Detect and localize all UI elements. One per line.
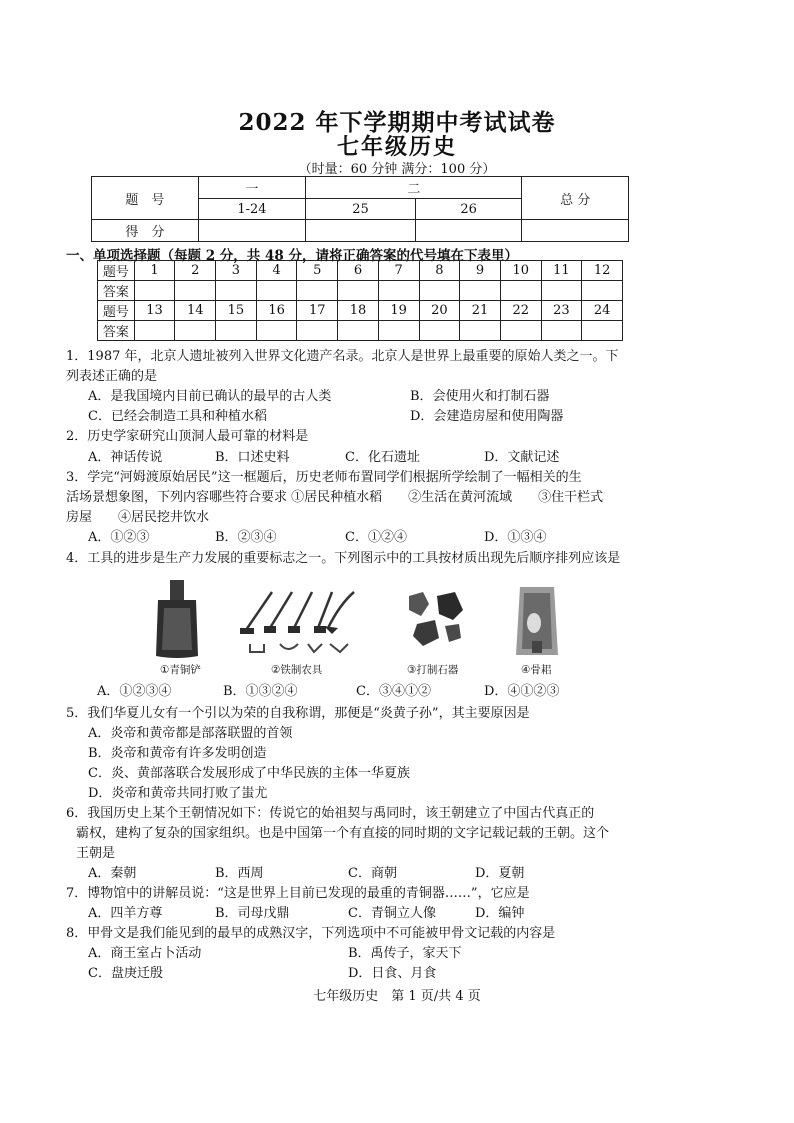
answer-table <box>97 260 623 341</box>
question-number: 4 <box>256 261 297 281</box>
answer-cell[interactable] <box>216 281 257 301</box>
q2-option-c[interactable]: C．化石遗址 <box>345 450 420 465</box>
page-footer: 七年级历史 第 1 页/共 4 页 <box>313 989 481 1004</box>
q4-option-a[interactable]: A．①②③④ <box>97 684 172 699</box>
question-number: 14 <box>175 301 216 321</box>
question-number: 12 <box>582 261 623 281</box>
score-cell[interactable] <box>198 220 306 242</box>
answer-cell[interactable] <box>541 321 582 341</box>
question-number: 11 <box>541 261 582 281</box>
q2-text: 2．历史学家研究山顶洞人最可靠的材料是 <box>66 429 309 444</box>
q7-text: 7．博物馆中的讲解员说：“这是世界上目前已发现的最重的青铜器……”，它应是 <box>66 886 530 901</box>
question-number: 13 <box>134 301 175 321</box>
q3-option-c[interactable]: C．①②④ <box>345 530 407 545</box>
answer-cell[interactable] <box>541 281 582 301</box>
question-number: 16 <box>256 301 297 321</box>
question-number: 9 <box>460 261 501 281</box>
q1-text-line1: 1．1987 年，北京人遗址被列入世界文化遗产名录。北京人是世界上最重要的原始人类之一。下 <box>66 349 619 364</box>
question-number: 5 <box>297 261 338 281</box>
question-number: 8 <box>419 261 460 281</box>
answer-cell[interactable] <box>256 321 297 341</box>
answer-cell[interactable] <box>134 281 175 301</box>
score-q-label: 题 号 <box>92 177 199 220</box>
q8-option-c[interactable]: C．盘庚迁殷 <box>88 966 163 981</box>
question-number: 24 <box>582 301 623 321</box>
q6-option-b[interactable]: B．西周 <box>215 866 264 881</box>
q2-option-b[interactable]: B．口述史料 <box>215 450 290 465</box>
q4-text: 4．工具的进步是生产力发展的重要标志之一。下列图示中的工具按材质出现先后顺序排列应该是 <box>66 551 621 566</box>
score-table <box>91 176 629 242</box>
answer-cell[interactable] <box>460 321 501 341</box>
question-number: 17 <box>297 301 338 321</box>
answer-cell[interactable] <box>500 321 541 341</box>
answer-cell[interactable] <box>460 281 501 301</box>
answer-cell[interactable] <box>175 321 216 341</box>
q4-caption-2: ②铁制农具 <box>271 664 323 676</box>
q5-text: 5．我们华夏儿女有一个引以为荣的自我称谓，那便是“炎黄子孙”，其主要原因是 <box>66 706 530 721</box>
answer-cell[interactable] <box>378 281 419 301</box>
question-number: 18 <box>338 301 379 321</box>
question-number: 15 <box>216 301 257 321</box>
q4-option-b[interactable]: B．①③②④ <box>223 684 298 699</box>
q4-option-d[interactable]: D．④①②③ <box>484 684 560 699</box>
score-q26: 26 <box>415 199 522 220</box>
q6-option-c[interactable]: C．商朝 <box>348 866 397 881</box>
question-number: 23 <box>541 301 582 321</box>
answer-cell[interactable] <box>582 321 623 341</box>
iron-tools-image <box>236 588 358 660</box>
question-number: 3 <box>216 261 257 281</box>
q1-option-c[interactable]: C．已经会制造工具和种植水稻 <box>88 409 267 424</box>
q3-text-line1: 3．学完“河姆渡原始居民”这一框题后，历史老师布置同学们根据所学绘制了一幅相关的生 <box>66 470 582 485</box>
score-cell[interactable] <box>415 220 522 242</box>
answer-cell[interactable] <box>297 321 338 341</box>
answer-cell[interactable] <box>297 281 338 301</box>
answer-row-label: 题号 <box>98 261 135 281</box>
answer-cell[interactable] <box>338 321 379 341</box>
q7-option-c[interactable]: C．青铜立人像 <box>348 906 436 921</box>
q2-option-a[interactable]: A．神话传说 <box>88 450 163 465</box>
q4-caption-4: ④骨耜 <box>521 664 552 676</box>
q8-text: 8．甲骨文是我们能见到的最早的成熟汉字，下列选项中不可能被甲骨文记载的内容是 <box>66 926 556 941</box>
q8-option-a[interactable]: A．商王室占卜活动 <box>88 946 202 961</box>
answer-cell[interactable] <box>419 281 460 301</box>
question-number: 21 <box>460 301 501 321</box>
q1-option-a[interactable]: A．是我国境内目前已确认的最早的古人类 <box>88 389 332 404</box>
answer-cell[interactable] <box>582 281 623 301</box>
q3-option-b[interactable]: B．②③④ <box>215 530 277 545</box>
q7-option-d[interactable]: D．编钟 <box>475 906 525 921</box>
question-number: 6 <box>338 261 379 281</box>
q7-option-b[interactable]: B．司母戊鼎 <box>215 906 290 921</box>
q6-text-line2: 霸权，建构了复杂的国家组织。也是中国第一个有直接的同时期的文字记载记载的王朝。这个 <box>76 826 610 841</box>
q5-option-d[interactable]: D．炎帝和黄帝共同打败了蚩尤 <box>88 786 268 801</box>
q4-option-c[interactable]: C．③④①② <box>356 684 431 699</box>
answer-cell[interactable] <box>256 281 297 301</box>
q8-option-d[interactable]: D．日食、月食 <box>348 966 437 981</box>
exam-subject: 七年级历史 <box>336 134 457 160</box>
q1-text-line2: 列表述正确的是 <box>66 369 158 384</box>
q1-option-d[interactable]: D．会建造房屋和使用陶器 <box>410 409 564 424</box>
score-cell[interactable] <box>306 220 416 242</box>
answer-cell[interactable] <box>378 321 419 341</box>
bronze-shovel-image <box>152 580 202 660</box>
q3-option-d[interactable]: D．①③④ <box>484 530 547 545</box>
exam-title: 2022 年下学期期中考试试卷 <box>238 109 556 136</box>
answer-cell[interactable] <box>500 281 541 301</box>
answer-cell[interactable] <box>216 321 257 341</box>
q4-caption-1: ①青铜铲 <box>160 664 201 676</box>
score-part2: 二 <box>306 177 522 199</box>
q8-option-b[interactable]: B．禹传子，家天下 <box>348 946 462 961</box>
exam-info: （时量：60 分钟 满分：100 分） <box>298 162 496 177</box>
answer-cell[interactable] <box>419 321 460 341</box>
q6-text-line3: 王朝是 <box>76 846 116 861</box>
question-number: 7 <box>378 261 419 281</box>
q6-option-a[interactable]: A．秦朝 <box>88 866 137 881</box>
q1-option-b[interactable]: B．会使用火和打制石器 <box>410 389 550 404</box>
score-range1: 1-24 <box>198 199 306 220</box>
answer-row-label: 答案 <box>98 321 135 341</box>
q3-option-a[interactable]: A．①②③ <box>88 530 150 545</box>
bone-spade-image <box>512 583 562 659</box>
q7-option-a[interactable]: A．四羊方尊 <box>88 906 163 921</box>
answer-cell[interactable] <box>175 281 216 301</box>
q3-text-line3: 房屋 ④居民挖井饮水 <box>66 510 210 525</box>
question-number: 22 <box>500 301 541 321</box>
answer-cell[interactable] <box>338 281 379 301</box>
q6-option-d[interactable]: D．夏朝 <box>475 866 525 881</box>
question-number: 10 <box>500 261 541 281</box>
section1-heading: 一、单项选择题（每题 2 分，共 48 分，请将正确答案的代号填在下表里） <box>66 248 518 264</box>
answer-cell[interactable] <box>134 321 175 341</box>
question-number: 2 <box>175 261 216 281</box>
q3-text-line2: 活场景想象图，下列内容哪些符合要求 ①居民种植水稻 ②生活在黄河流域 ③住干栏式 <box>66 490 604 505</box>
q6-text-line1: 6．我国历史上某个王朝情况如下：传说它的始祖契与禹同时，该王朝建立了中国古代真正的 <box>66 806 595 821</box>
q5-option-c[interactable]: C．炎、黄部落联合发展形成了中华民族的主体一华夏族 <box>88 766 410 781</box>
q5-option-b[interactable]: B．炎帝和黄帝有许多发明创造 <box>88 746 267 761</box>
question-number: 1 <box>134 261 175 281</box>
score-total: 总 分 <box>522 177 629 220</box>
question-number: 19 <box>378 301 419 321</box>
answer-row-label: 题号 <box>98 301 135 321</box>
stone-tools-image <box>405 588 467 650</box>
question-number: 20 <box>419 301 460 321</box>
q4-caption-3: ③打制石器 <box>407 664 459 676</box>
score-cell[interactable] <box>522 220 629 242</box>
q5-option-a[interactable]: A．炎帝和黄帝都是部落联盟的首领 <box>88 726 293 741</box>
score-label: 得 分 <box>92 220 199 242</box>
q2-option-d[interactable]: D．文献记述 <box>484 450 560 465</box>
score-part1: 一 <box>198 177 306 199</box>
answer-row-label: 答案 <box>98 281 135 301</box>
score-q25: 25 <box>306 199 416 220</box>
